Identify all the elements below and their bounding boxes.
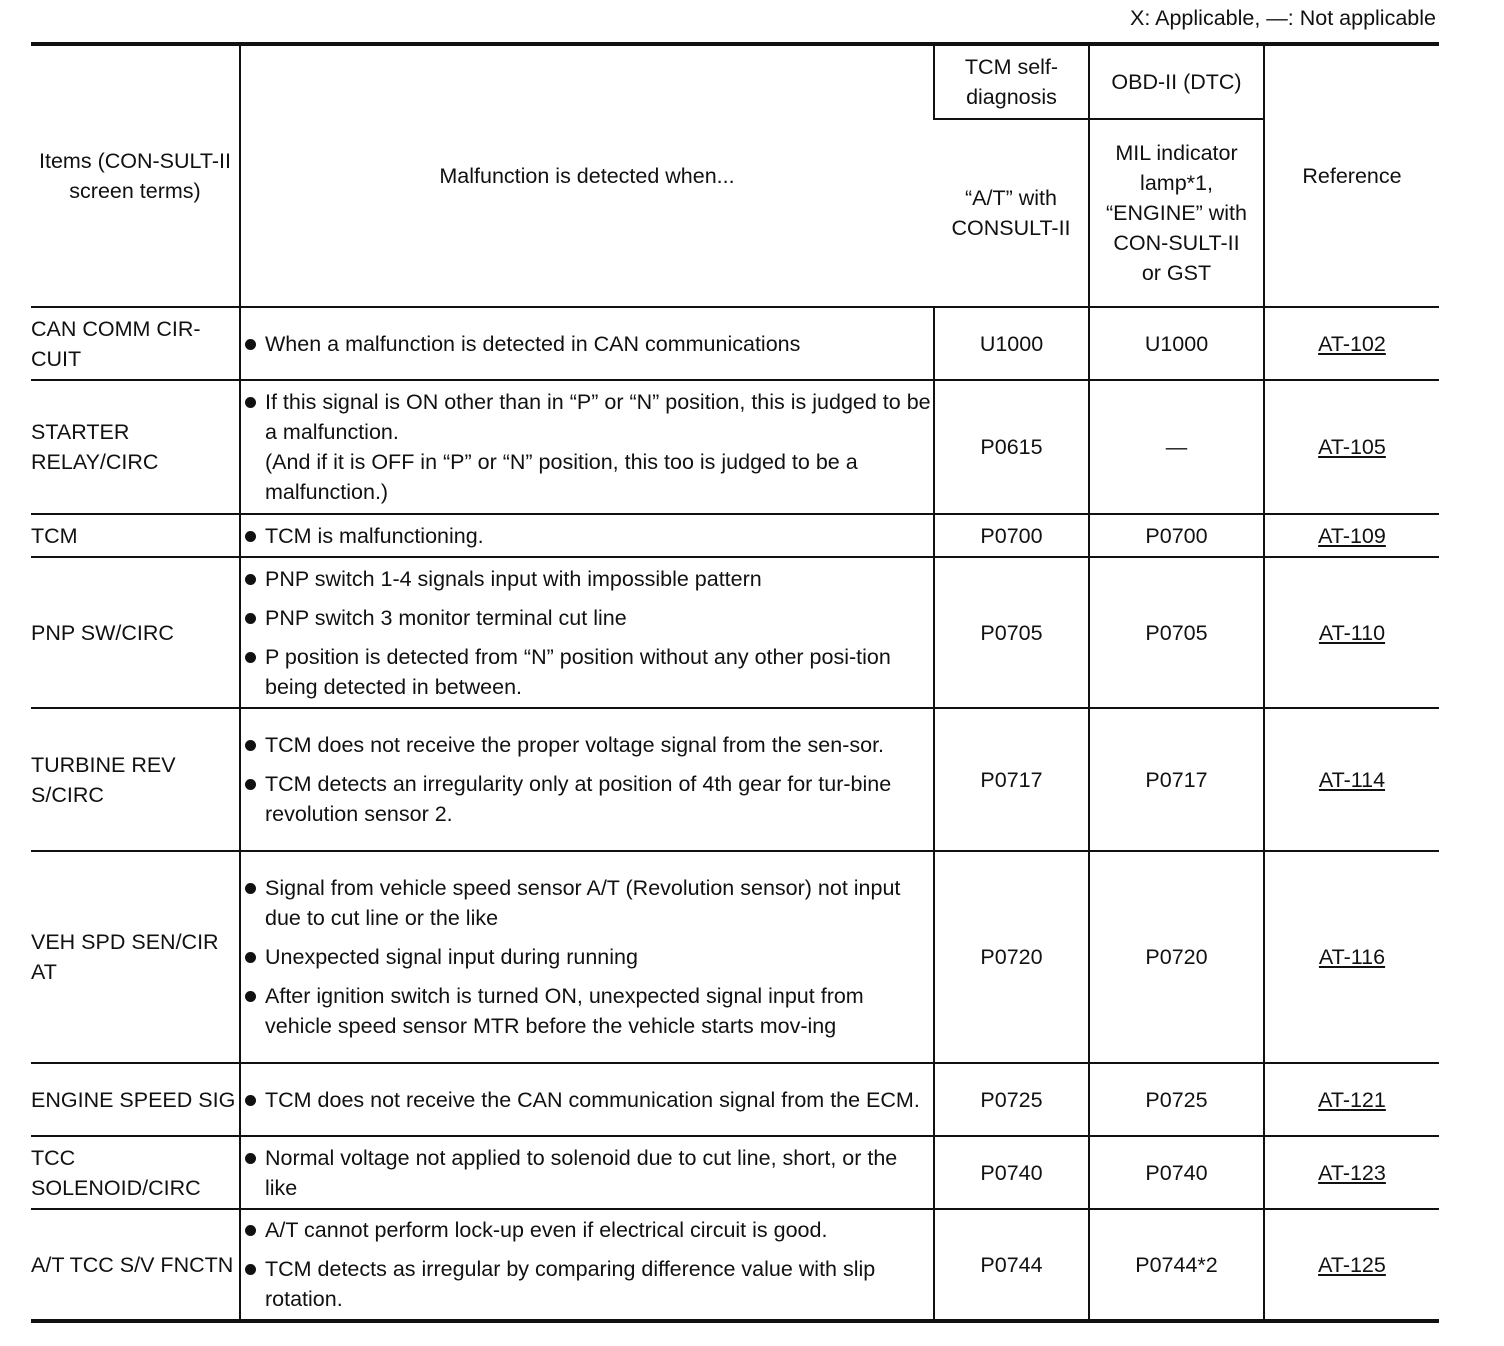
header-tcm-sub bbox=[934, 119, 1089, 307]
item-cell: VEH SPD SEN/CIR AT bbox=[31, 851, 240, 1063]
header-items-label: Items (CON-SULT-II screen terms) bbox=[39, 149, 231, 203]
reference-link[interactable]: AT-125 bbox=[1318, 1252, 1386, 1277]
condition-list bbox=[241, 564, 933, 702]
dtc-table bbox=[31, 42, 1439, 1323]
reference-cell bbox=[1264, 851, 1439, 1063]
tcm-dtc-cell: P0744 bbox=[934, 1209, 1089, 1321]
bullet-icon bbox=[245, 952, 256, 963]
table-row bbox=[31, 380, 1439, 514]
table-row bbox=[31, 1136, 1439, 1209]
condition-cell bbox=[240, 851, 934, 1063]
reference-link[interactable]: AT-114 bbox=[1318, 767, 1386, 792]
tcm-dtc-cell: P0700 bbox=[934, 514, 1089, 557]
header-items bbox=[31, 44, 240, 307]
condition-text: TCM detects an irregularity only at position of 4th gear for tur-bine revolution sensor 2. bbox=[265, 772, 892, 826]
obd-dtc-cell: P0740 bbox=[1089, 1136, 1264, 1209]
condition-list bbox=[241, 873, 933, 1041]
condition-text: P position is detected from “N” position without any other posi-tion being detected in between. bbox=[265, 644, 891, 699]
reference-link[interactable]: AT-110 bbox=[1318, 620, 1386, 645]
condition-list bbox=[241, 1085, 933, 1115]
header-malfunction bbox=[240, 44, 934, 307]
condition-item bbox=[241, 1254, 933, 1314]
bullet-icon bbox=[245, 740, 256, 751]
item-cell: TURBINE REV S/CIRC bbox=[31, 708, 240, 851]
reference-link[interactable]: AT-123 bbox=[1318, 1160, 1386, 1185]
condition-list bbox=[241, 329, 933, 359]
applicability-legend: X: Applicable, —: Not applicable bbox=[1130, 6, 1436, 30]
condition-text: Signal from vehicle speed sensor A/T (Revolution sensor) not input due to cut line or the like bbox=[265, 876, 901, 930]
condition-item bbox=[241, 873, 933, 933]
bullet-icon bbox=[245, 1264, 256, 1275]
tcm-dtc-cell: P0717 bbox=[934, 708, 1089, 851]
dtc-table-body bbox=[31, 307, 1439, 1321]
condition-item bbox=[241, 769, 933, 829]
tcm-dtc-cell: P0615 bbox=[934, 380, 1089, 514]
condition-item bbox=[241, 521, 933, 551]
bullet-icon bbox=[245, 1153, 256, 1164]
tcm-dtc-cell: U1000 bbox=[934, 307, 1089, 380]
header-malfunction-label: Malfunction is detected when... bbox=[439, 164, 735, 188]
obd-dtc-cell: P0744*2 bbox=[1089, 1209, 1264, 1321]
obd-dtc-cell: — bbox=[1089, 380, 1264, 514]
condition-list bbox=[241, 387, 933, 507]
condition-text: TCM detects as irregular by comparing difference value with slip rotation. bbox=[265, 1257, 876, 1311]
condition-item bbox=[241, 981, 933, 1041]
table-row bbox=[31, 1209, 1439, 1321]
header-reference bbox=[1264, 44, 1439, 307]
item-cell: STARTER RELAY/CIRC bbox=[31, 380, 240, 514]
condition-cell bbox=[240, 380, 934, 514]
item-cell: TCC SOLENOID/CIRC bbox=[31, 1136, 240, 1209]
obd-dtc-cell: P0705 bbox=[1089, 557, 1264, 708]
reference-link[interactable]: AT-116 bbox=[1318, 945, 1386, 969]
condition-item bbox=[241, 387, 933, 507]
item-cell: A/T TCC S/V FNCTN bbox=[31, 1209, 240, 1321]
reference-cell bbox=[1264, 708, 1439, 851]
condition-cell bbox=[240, 307, 934, 380]
condition-item bbox=[241, 1143, 933, 1203]
table-row bbox=[31, 307, 1439, 380]
reference-cell bbox=[1264, 1136, 1439, 1209]
condition-item bbox=[241, 642, 933, 702]
reference-cell bbox=[1264, 557, 1439, 708]
bullet-icon bbox=[245, 991, 256, 1002]
bullet-icon bbox=[245, 613, 256, 624]
reference-cell bbox=[1264, 514, 1439, 557]
table-row bbox=[31, 1063, 1439, 1136]
condition-list bbox=[241, 1143, 933, 1203]
item-cell: CAN COMM CIR-CUIT bbox=[31, 307, 240, 380]
condition-cell bbox=[240, 708, 934, 851]
tcm-dtc-cell: P0720 bbox=[934, 851, 1089, 1063]
condition-item bbox=[241, 1085, 933, 1115]
reference-cell bbox=[1264, 307, 1439, 380]
table-row bbox=[31, 557, 1439, 708]
condition-text: Normal voltage not applied to solenoid due to cut line, short, or the like bbox=[265, 1145, 898, 1200]
condition-item bbox=[241, 603, 933, 633]
table-row bbox=[31, 514, 1439, 557]
bullet-icon bbox=[245, 652, 256, 663]
reference-link[interactable]: AT-105 bbox=[1318, 435, 1386, 459]
reference-cell bbox=[1264, 380, 1439, 514]
item-cell: TCM bbox=[31, 514, 240, 557]
reference-link[interactable]: AT-109 bbox=[1318, 523, 1386, 548]
condition-cell bbox=[240, 1063, 934, 1136]
condition-item bbox=[241, 730, 933, 760]
condition-list bbox=[241, 730, 933, 829]
reference-cell bbox=[1264, 1063, 1439, 1136]
condition-item bbox=[241, 564, 933, 594]
bullet-icon bbox=[245, 397, 256, 408]
item-cell: ENGINE SPEED SIG bbox=[31, 1063, 240, 1136]
bullet-icon bbox=[245, 531, 256, 542]
condition-text: PNP switch 1-4 signals input with impossible pattern bbox=[265, 566, 762, 591]
header-obd-sub bbox=[1089, 119, 1264, 307]
bullet-icon bbox=[245, 339, 256, 350]
condition-text: Unexpected signal input during running bbox=[265, 945, 638, 969]
condition-text: After ignition switch is turned ON, unexpected signal input from vehicle speed sensor MTR before the vehicle starts mov-ing bbox=[265, 984, 864, 1038]
header-obd bbox=[1089, 44, 1264, 119]
bullet-icon bbox=[245, 883, 256, 894]
header-obd-sub-label: MIL indicator lamp*1, “ENGINE” with CON-SULT-II or GST bbox=[1106, 141, 1247, 285]
condition-text: When a malfunction is detected in CAN communications bbox=[265, 331, 801, 356]
condition-cell bbox=[240, 557, 934, 708]
header-tcm-self-diagnosis bbox=[934, 44, 1089, 119]
obd-dtc-cell: P0725 bbox=[1089, 1063, 1264, 1136]
condition-text: TCM does not receive the proper voltage signal from the sen-sor. bbox=[265, 733, 885, 757]
header-reference-label: Reference bbox=[1302, 164, 1402, 188]
condition-text: TCM does not receive the CAN communication signal from the ECM. bbox=[265, 1087, 920, 1112]
condition-text: TCM is malfunctioning. bbox=[265, 523, 484, 548]
condition-text: PNP switch 3 monitor terminal cut line bbox=[265, 605, 627, 630]
reference-link[interactable]: AT-121 bbox=[1318, 1087, 1386, 1112]
header-tcm-sub-label: “A/T” with CONSULT-II bbox=[951, 186, 1071, 240]
bullet-icon bbox=[245, 1095, 256, 1106]
bullet-icon bbox=[245, 779, 256, 790]
condition-list bbox=[241, 1215, 933, 1314]
condition-cell bbox=[240, 1136, 934, 1209]
obd-dtc-cell: U1000 bbox=[1089, 307, 1264, 380]
condition-item bbox=[241, 329, 933, 359]
condition-item bbox=[241, 1215, 933, 1245]
tcm-dtc-cell: P0740 bbox=[934, 1136, 1089, 1209]
condition-list bbox=[241, 521, 933, 551]
header-obd-label: OBD-II (DTC) bbox=[1111, 70, 1242, 94]
condition-text: A/T cannot perform lock-up even if electrical circuit is good. bbox=[265, 1218, 828, 1242]
reference-cell bbox=[1264, 1209, 1439, 1321]
tcm-dtc-cell: P0725 bbox=[934, 1063, 1089, 1136]
reference-link[interactable]: AT-102 bbox=[1318, 331, 1386, 356]
header-tcm-label: TCM self-diagnosis bbox=[964, 55, 1059, 109]
obd-dtc-cell: P0717 bbox=[1089, 708, 1264, 851]
bullet-icon bbox=[245, 574, 256, 585]
obd-dtc-cell: P0720 bbox=[1089, 851, 1264, 1063]
table-row bbox=[31, 708, 1439, 851]
condition-cell bbox=[240, 1209, 934, 1321]
table-row bbox=[31, 851, 1439, 1063]
condition-cell bbox=[240, 514, 934, 557]
condition-text: If this signal is ON other than in “P” or “N” position, this is judged to be a malfunction. (And if it is OFF in “P” or “N” position, this too is judged to be a malfunction.) bbox=[265, 390, 931, 504]
item-cell: PNP SW/CIRC bbox=[31, 557, 240, 708]
condition-item bbox=[241, 942, 933, 972]
bullet-icon bbox=[245, 1225, 256, 1236]
obd-dtc-cell: P0700 bbox=[1089, 514, 1264, 557]
tcm-dtc-cell: P0705 bbox=[934, 557, 1089, 708]
